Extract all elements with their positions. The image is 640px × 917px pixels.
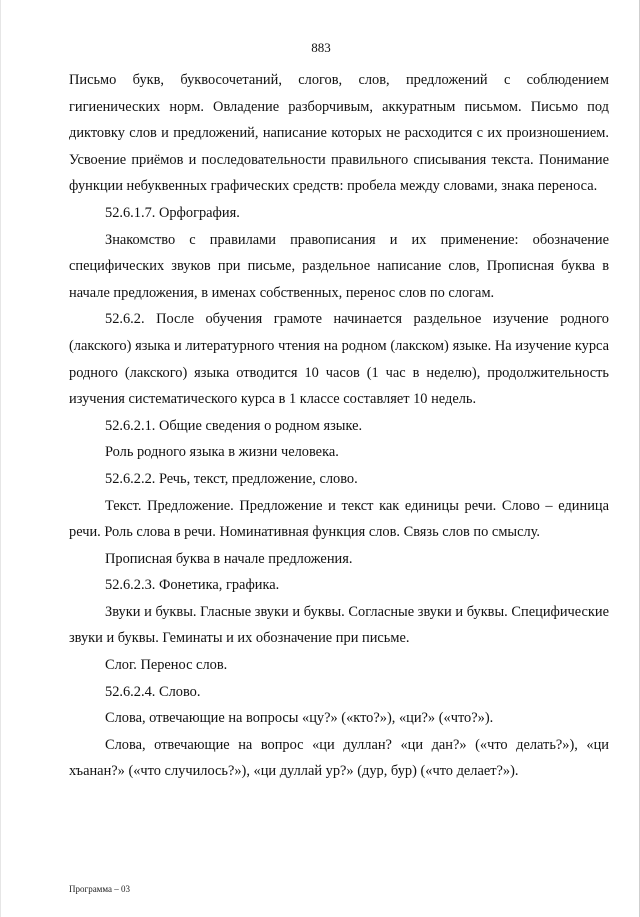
section-heading-orthography: 52.6.1.7. Орфография. (105, 204, 240, 221)
section-heading-native-language: 52.6.2.1. Общие сведения о родном языке. (105, 417, 363, 434)
paragraph-syllable: Слог. Перенос слов. (105, 657, 228, 674)
section-heading-word: 52.6.2.4. Слово. (105, 683, 201, 700)
paragraph-role-of-language: Роль родного языка в жизни человека. (105, 444, 339, 461)
paragraph-question-words: Слова, отвечающие на вопросы «цу?» («кто?»), «ци?» («что?»). (105, 710, 494, 727)
section-heading-speech-text: 52.6.2.2. Речь, текст, предложение, слово. (105, 470, 358, 487)
page-number: 883 (311, 40, 331, 55)
paragraph-orthography-rules: Знакомство с правилами правописания и их применение: обозначение специфических звуков при письме, раздельное написание слов, Прописная буква в начале предложения, в именах собственных, перенос слов по слогам. (69, 231, 609, 301)
section-heading-phonetics: 52.6.2.3. Фонетика, графика. (105, 577, 280, 594)
paragraph-action-words: Слова, отвечающие на вопрос «ци дуллан? «ци дан?» («что делать?»), «ци хъанан?» («что случилось?»), «ци дуллай ур?» (дур, бур) («что делает?»). (69, 736, 609, 780)
paragraph-text-sentence: Текст. Предложение. Предложение и текст как единицы речи. Слово – единица речи. Роль слова в речи. Номинативная функция слов. Связь слов по смыслу. (69, 497, 609, 541)
footer-label: Программа – 03 (69, 884, 131, 894)
paragraph-capital-letter: Прописная буква в начале предложения. (105, 550, 353, 567)
paragraph-sounds-letters: Звуки и буквы. Гласные звуки и буквы. Согласные звуки и буквы. Специфические звуки и буквы. Геминаты и их обозначение при письме. (69, 603, 609, 647)
paragraph-writing-skills: Письмо букв, буквосочетаний, слогов, слов, предложений с соблюдением гигиенических норм. Овладение разборчивым, аккуратным письмом. Письмо под диктовку слов и предложений, написание которых не расходится с их произношением. Усвоение приёмов и последовательности правильного списывания текста. Понимание функции небуквенных графических средств: пробела между словами, знака переноса. (69, 72, 609, 195)
paragraph-course-hours: 52.6.2. После обучения грамоте начинается раздельное изучение родного (лакского) языка и литературного чтения на родном (лакском) языке. На изучение курса родного (лакского) языка отводится 10 часов (1 час в неделю), продолжительность изучения систематического курса в 1 классе составляет 10 недель. (69, 311, 609, 408)
page-body (69, 67, 609, 785)
